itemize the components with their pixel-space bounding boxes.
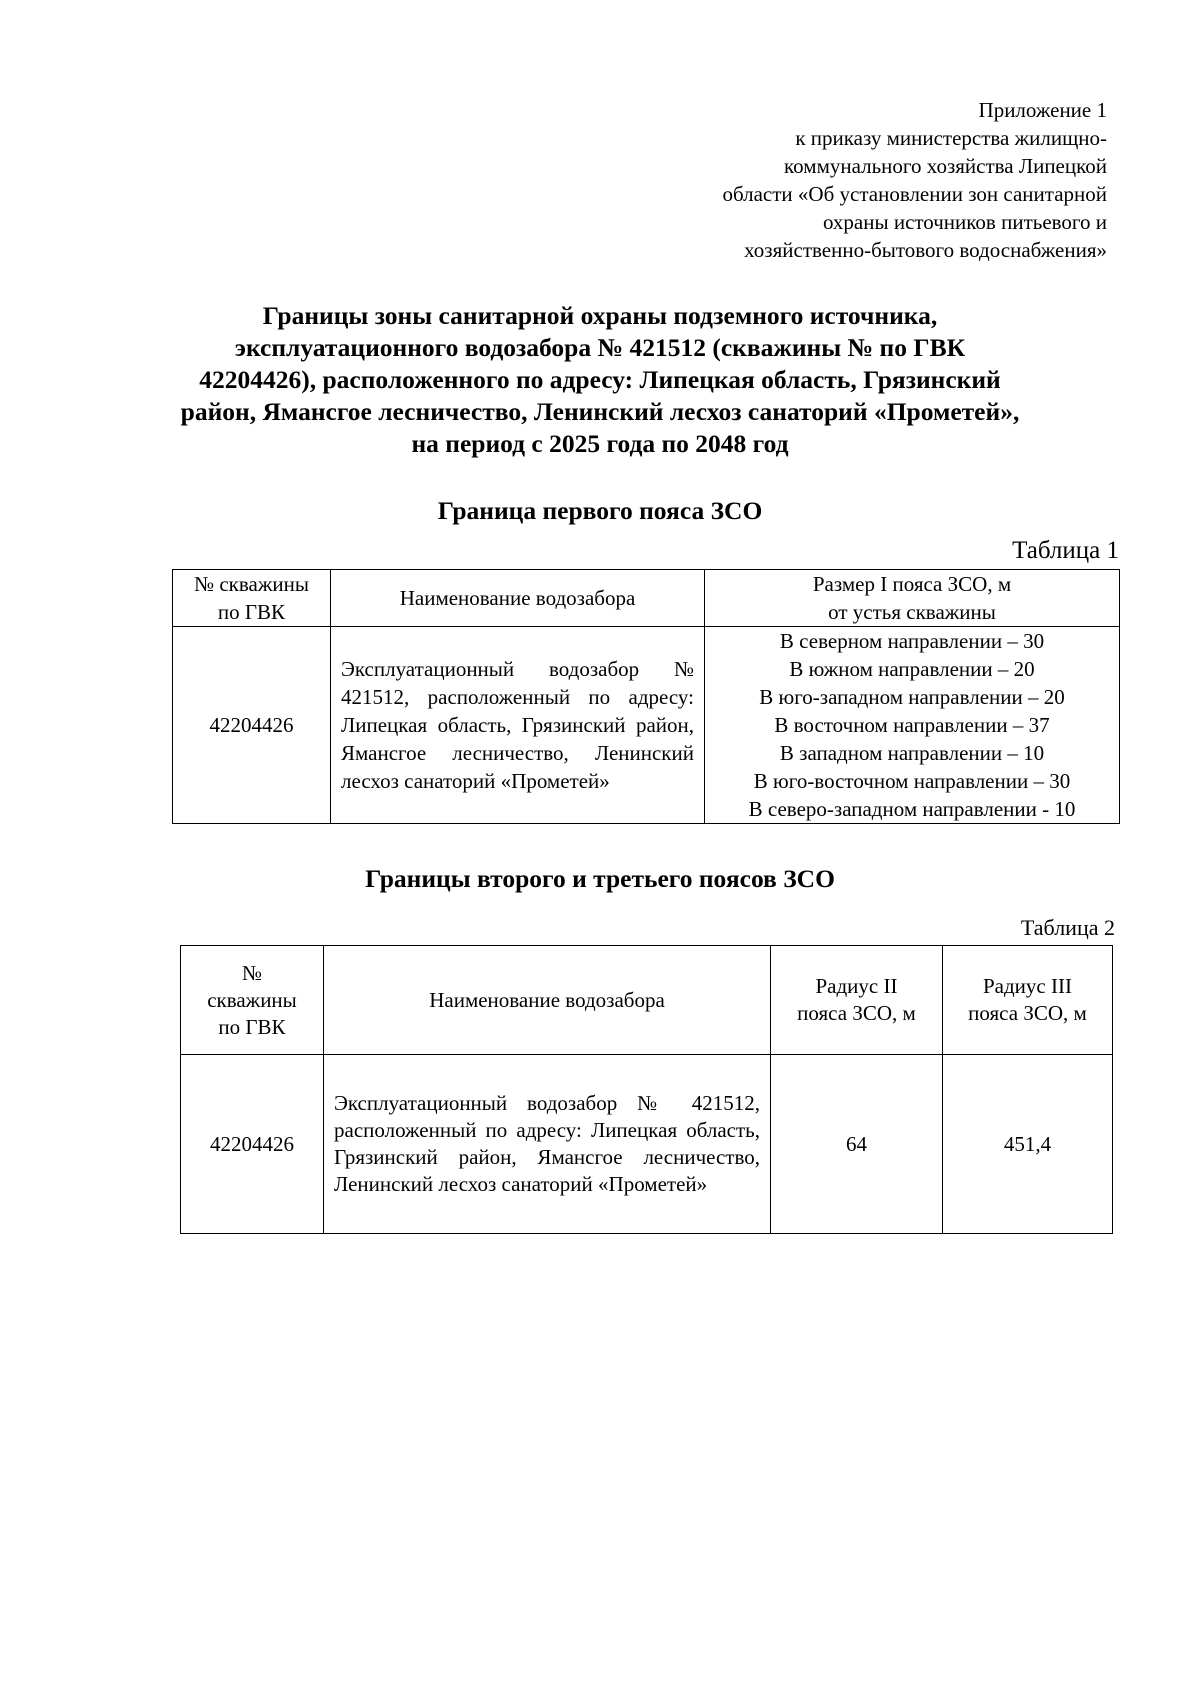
table-row: [173, 627, 1120, 824]
table2: [180, 945, 1113, 1234]
title-line: на период с 2025 года по 2048 год: [411, 429, 789, 458]
header-line: № скважины: [194, 572, 309, 596]
table2-cell-name: Эксплуатационный водозабор № 421512, расположенный по адресу: Липецкая область, Грязинский район, Ямансгое лесничество, Ленинский лесхоз санаторий «Прометей»: [324, 1055, 771, 1234]
table2-header-row: [181, 946, 1113, 1055]
direction-line: В северо-западном направлении - 10: [748, 797, 1076, 821]
table2-header-name: Наименование водозабора: [324, 946, 771, 1055]
header-line: скважины: [207, 987, 297, 1012]
table2-header-r2: [771, 946, 943, 1055]
header-line: №: [241, 960, 263, 985]
appendix-line: коммунального хозяйства Липецкой: [784, 154, 1107, 178]
appendix-line: к приказу министерства жилищно-: [795, 126, 1107, 150]
table1-header-num: [173, 570, 331, 627]
table1-header-size: [705, 570, 1120, 627]
direction-line: В восточном направлении – 37: [774, 713, 1050, 737]
table2-header-num: [181, 946, 324, 1055]
header-line: Радиус III: [983, 974, 1072, 998]
table-row: [181, 1055, 1113, 1234]
table1-cell-num: 42204426: [173, 627, 331, 824]
document-title: [120, 300, 1080, 460]
table2-cell-r2: 64: [771, 1055, 943, 1234]
table2-cell-num: 42204426: [181, 1055, 324, 1234]
direction-line: В западном направлении – 10: [779, 741, 1045, 765]
title-line: 42204426), расположенного по адресу: Липецкая область, Грязинский: [199, 365, 1001, 394]
direction-line: В юго-западном направлении – 20: [759, 685, 1065, 709]
appendix-line: охраны источников питьевого и: [822, 210, 1107, 234]
header-line: Размер I пояса ЗСО, м: [812, 572, 1012, 596]
header-line: по ГВК: [217, 600, 286, 624]
table1-cell-name: Эксплуатационный водозабор № 421512, расположенный по адресу: Липецкая область, Грязинский район, Ямансгое лесничество, Ленинский лесхоз санаторий «Прометей»: [331, 627, 705, 824]
table1-caption: Таблица 1: [1012, 537, 1119, 564]
table1-header-row: [173, 570, 1120, 627]
table2-caption: Таблица 2: [1020, 915, 1115, 940]
appendix-block: [587, 96, 1107, 264]
direction-line: В юго-восточном направлении – 30: [753, 769, 1071, 793]
title-line: район, Ямансгое лесничество, Ленинский лесхоз санаторий «Прометей»,: [180, 397, 1020, 426]
header-line: пояса ЗСО, м: [968, 1001, 1087, 1025]
title-line: Границы зоны санитарной охраны подземного источника,: [262, 301, 938, 330]
table1-header-name: Наименование водозабора: [331, 570, 705, 627]
table2-cell-r3: 451,4: [943, 1055, 1113, 1234]
table1-cell-directions: [705, 627, 1120, 824]
direction-line: В южном направлении – 20: [789, 657, 1035, 681]
table1: [172, 569, 1120, 824]
table2-header-r3: [943, 946, 1113, 1055]
header-line: Радиус II: [815, 974, 898, 998]
title-line: эксплуатационного водозабора № 421512 (скважины № по ГВК: [234, 333, 966, 362]
appendix-line: Приложение 1: [978, 98, 1107, 122]
header-line: пояса ЗСО, м: [797, 1001, 916, 1025]
section1-title: Граница первого пояса ЗСО: [437, 496, 763, 525]
direction-line: В северном направлении – 30: [779, 629, 1045, 653]
header-line: от устья скважины: [828, 600, 996, 624]
header-line: по ГВК: [218, 1014, 286, 1039]
section2-title: Границы второго и третьего поясов ЗСО: [365, 864, 835, 893]
appendix-line: хозяйственно-бытового водоснабжения»: [744, 238, 1107, 262]
appendix-line: области «Об установлении зон санитарной: [722, 182, 1107, 206]
